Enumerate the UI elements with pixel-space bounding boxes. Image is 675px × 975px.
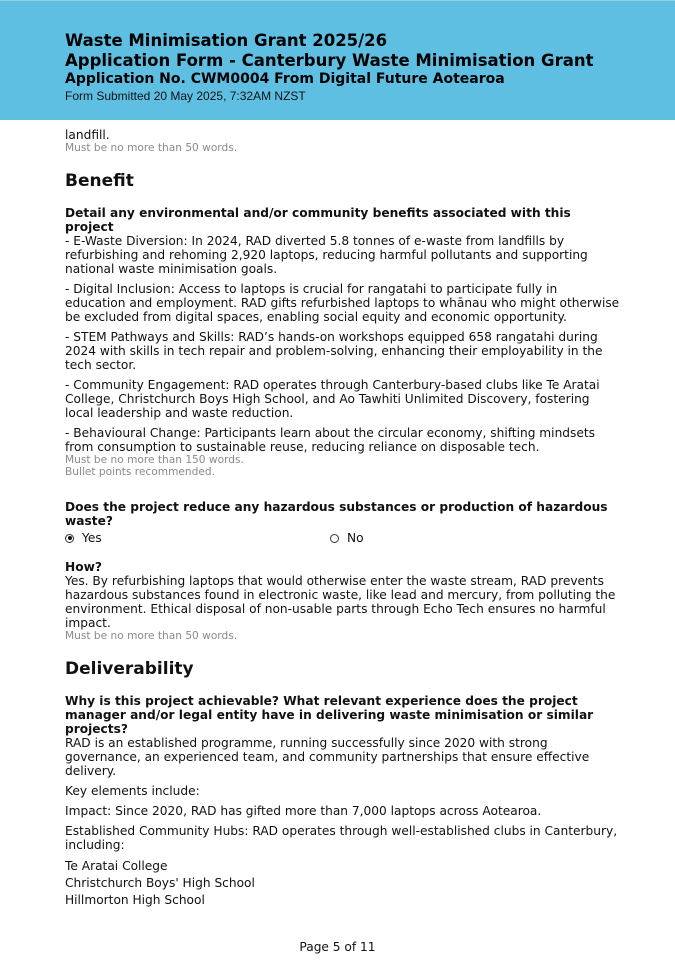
answer-paragraph: - Behavioural Change: Participants learn about the circular economy, shifting mindsets from consumption to sustainable reuse, reducing reliance on disposable tech.	[65, 426, 596, 454]
application-number: Application No. CWM0004 From Digital Future Aotearoa	[65, 71, 505, 87]
benefit-field	[65, 206, 620, 478]
answer-paragraph: Impact: Since 2020, RAD has gifted more than 7,000 laptops across Aotearoa.	[65, 804, 542, 818]
word-limit-hint: Must be no more than 150 words.	[65, 454, 244, 466]
form-content	[0, 120, 620, 909]
school-item: Hillmorton High School	[65, 893, 205, 907]
answer-paragraph: - STEM Pathways and Skills: RAD’s hands-on workshops equipped 658 rangatahi during 2024 with skills in tech repair and problem-solving, enhancing their employability in the tech sector.	[65, 330, 603, 372]
submitted-date: Form Submitted 20 May 2025, 7:32AM NZST	[65, 89, 306, 103]
radio-label: No	[347, 531, 364, 545]
answer-paragraph: - Community Engagement: RAD operates through Canterbury-based clubs like Te Aratai College, Christchurch Boys High School, and Ao Tawhiti Unlimited Discovery, fostering local leadership and waste reduction.	[65, 378, 600, 420]
field-question: Why is this project achievable? What relevant experience does the project manager and/or legal entity have in delivering waste minimisation or similar projects?	[65, 694, 594, 736]
field-question: Detail any environmental and/or community benefits associated with this project	[65, 206, 571, 234]
word-limit-hint: Must be no more than 50 words.	[65, 630, 238, 642]
answer-paragraph: RAD is an established programme, running successfully since 2020 with strong governance, an experienced team, and community partnerships that ensure effective delivery.	[65, 736, 590, 778]
how-field	[65, 560, 620, 642]
answer-text: Yes. By refurbishing laptops that would otherwise enter the waste stream, RAD prevents hazardous substances found in electronic waste, like lead and mercury, from polluting the environment. Ethical disposal of non-usable parts through Echo Tech ensures no harmful impact.	[65, 574, 616, 630]
answer-paragraph: Established Community Hubs: RAD operates through well-established clubs in Canterbury, including:	[65, 824, 618, 852]
field-question: How?	[65, 560, 102, 574]
section-heading-deliverability: Deliverability	[65, 659, 194, 679]
radio-no[interactable]	[330, 530, 364, 546]
page-number: Page 5 of 11	[299, 940, 376, 954]
section-heading-benefit: Benefit	[65, 171, 134, 191]
answer-paragraph: - Digital Inclusion: Access to laptops is crucial for rangatahi to participate fully in education and employment. RAD gifts refurbished laptops to whānau who might otherwise be excluded from digital spaces, enabling social equity and economic opportunity.	[65, 282, 620, 324]
hazard-radio-group	[65, 530, 620, 546]
answer-text: landfill.	[65, 128, 110, 142]
hazard-question: Does the project reduce any hazardous substances or production of hazardous waste?	[65, 500, 608, 528]
grant-title: Waste Minimisation Grant 2025/26	[65, 31, 388, 50]
form-title: Application Form - Canterbury Waste Minimisation Grant	[65, 51, 594, 70]
radio-selected-icon	[65, 534, 74, 543]
radio-yes[interactable]	[65, 530, 330, 546]
deliverability-field	[65, 694, 620, 909]
word-limit-hint: Must be no more than 50 words.	[65, 142, 238, 154]
school-item: Christchurch Boys' High School	[65, 876, 255, 890]
previous-answer-tail	[65, 128, 620, 154]
form-header	[0, 0, 675, 120]
bullet-hint: Bullet points recommended.	[65, 466, 215, 478]
school-item: Te Aratai College	[65, 859, 168, 873]
answer-paragraph: - E-Waste Diversion: In 2024, RAD diverted 5.8 tonnes of e-waste from landfills by refurbishing and rehoming 2,920 laptops, reducing harmful pollutants and supporting national waste minimisation goals.	[65, 234, 588, 276]
radio-label: Yes	[82, 531, 102, 545]
answer-paragraph: Key elements include:	[65, 784, 200, 798]
radio-unselected-icon	[330, 534, 339, 543]
